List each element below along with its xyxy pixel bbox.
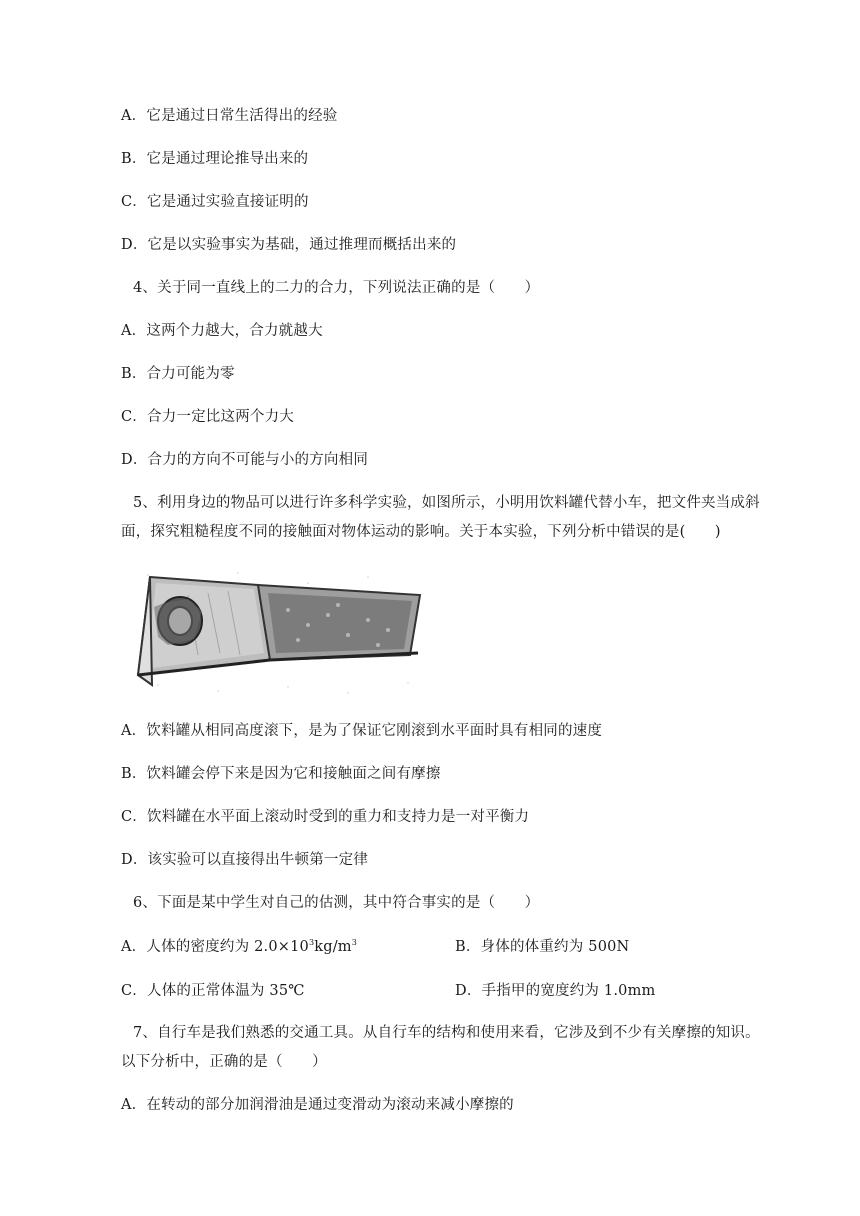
ramp-experiment-figure — [128, 565, 428, 700]
q5-stem-line1: 5、利用身边的物品可以进行许多科学实验，如图所示，小明用饮料罐代替小车，把文件夹当成斜 — [133, 495, 760, 511]
q6-option-c: C．人体的正常体温为 35℃ — [121, 983, 305, 999]
q6-option-b: B．身体的体重约为 500N — [455, 939, 630, 955]
q7-stem-line1: 7、自行车是我们熟悉的交通工具。从自行车的结构和使用来看，它涉及到不少有关摩擦的知识。 — [133, 1025, 760, 1041]
q6-option-a-unit-exponent: 3 — [351, 938, 358, 948]
q3-option-b: B．它是通过理论推导出来的 — [121, 151, 309, 167]
q6-option-a-exponent: 3 — [308, 938, 315, 948]
q3-option-d: D．它是以实验事实为基础，通过推理而概括出来的 — [121, 237, 457, 253]
q5-option-b: B．饮料罐会停下来是因为它和接触面之间有摩擦 — [121, 766, 441, 782]
q5-option-d: D．该实验可以直接得出牛顿第一定律 — [121, 852, 369, 868]
q4-option-a: A．这两个力越大，合力就越大 — [121, 323, 323, 339]
q4-option-c: C．合力一定比这两个力大 — [121, 409, 294, 425]
q6-option-a — [121, 937, 357, 957]
q4-option-b: B．合力可能为零 — [121, 366, 235, 382]
q3-option-c: C．它是通过实验直接证明的 — [121, 194, 309, 210]
q7-option-a: A．在转动的部分加润滑油是通过变滑动为滚动来减小摩擦的 — [121, 1097, 514, 1113]
q5-option-c: C．饮料罐在水平面上滚动时受到的重力和支持力是一对平衡力 — [121, 809, 530, 825]
q6-stem: 6、下面是某中学生对自己的估测，其中符合事实的是（ ） — [133, 895, 540, 911]
q5-stem-line2: 面，探究粗糙程度不同的接触面对物体运动的影响。关于本实验，下列分析中错误的是( ) — [121, 524, 721, 540]
q6-option-a-text: A．人体的密度约为 2.0×10 — [121, 939, 309, 955]
q6-option-a-unit: kg/m — [314, 939, 352, 955]
q4-stem: 4、关于同一直线上的二力的合力，下列说法正确的是（ ） — [133, 280, 540, 296]
q3-option-a: A．它是通过日常生活得出的经验 — [121, 108, 338, 124]
q5-option-a: A．饮料罐从相同高度滚下，是为了保证它刚滚到水平面时具有相同的速度 — [121, 723, 603, 739]
q4-option-d: D．合力的方向不可能与小的方向相同 — [121, 452, 369, 468]
q7-stem-line2: 以下分析中，正确的是（ ） — [121, 1054, 327, 1070]
ramp-experiment-illustration — [128, 565, 428, 700]
q6-option-d: D．手指甲的宽度约为 1.0mm — [455, 983, 656, 999]
